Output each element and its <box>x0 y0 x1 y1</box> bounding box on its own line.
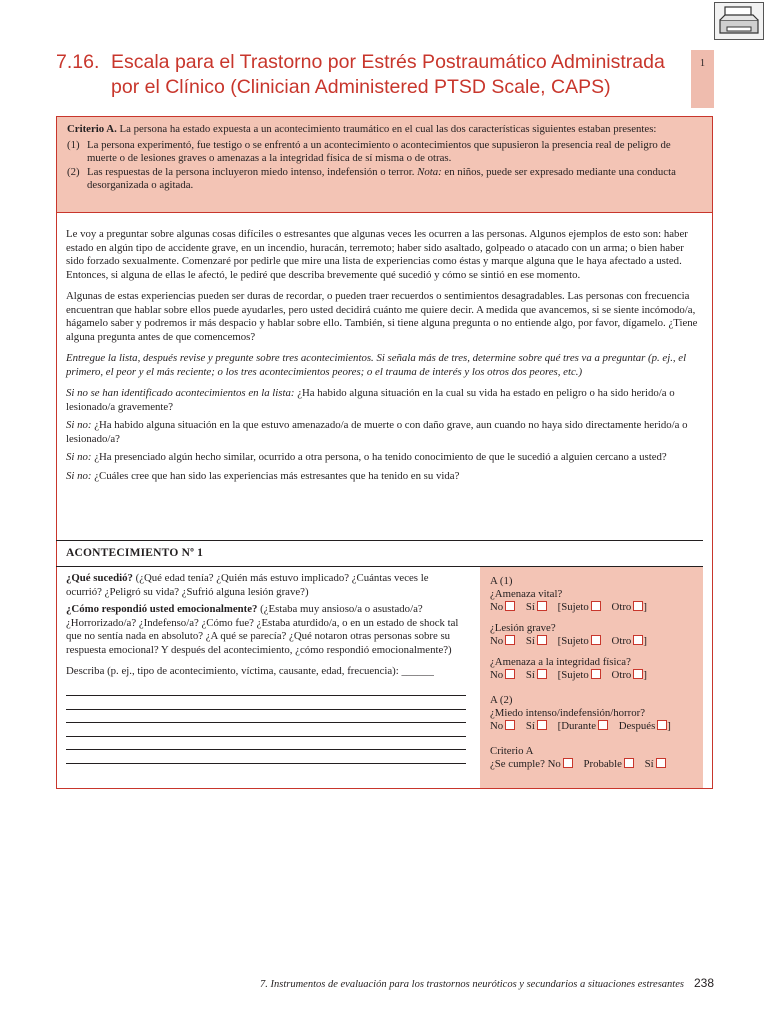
criterion-a-result: Criterio A ¿Se cumple? No Probable Sí <box>490 745 693 771</box>
integridad-options: No Sí [Sujeto Otro ] <box>490 669 647 681</box>
no-checkbox[interactable] <box>563 758 573 768</box>
footer-text: 7. Instrumentos de evaluación para los trastornos neuróticos y secundarios a situaciones estresantes <box>260 979 684 990</box>
scoring-panel <box>480 567 703 788</box>
sujeto-checkbox[interactable] <box>591 601 601 611</box>
criterion-a-item: (2) Las respuestas de la persona incluyeron miedo intenso, indefensión o terror. Nota: en niños, puede ser expresado mediante una conducta desorganizada o agitada. <box>67 165 676 191</box>
probe-question: Si no se han identificado acontecimientos en la lista: ¿Ha habido alguna situación en la cual su vida ha estado en peligro o ha sido herido/a o lesionado/a gravemente? <box>66 387 675 413</box>
si-checkbox[interactable] <box>537 635 547 645</box>
sujeto-checkbox[interactable] <box>591 635 601 645</box>
miedo-options: No Sí [Durante Después ] <box>490 720 671 732</box>
probe-question: Si no: ¿Ha habido alguna situación en la que estuvo amenazado/a de muerte o con daño grave, aun cuando no haya sido directamente herido/a o lesionado/a? <box>66 419 688 445</box>
probe-question: Si no: ¿Ha presenciado algún hecho similar, ocurrido a otra persona, o ha tenido conocimiento de que le sucedió a alguien cercano a usted? <box>66 451 667 463</box>
si-checkbox[interactable] <box>537 669 547 679</box>
si-checkbox[interactable] <box>537 601 547 611</box>
section-title: Escala para el Trastorno por Estrés Postraumático Administrada por el Clínico (Clinician Administered PTSD Scale, CAPS) <box>111 51 665 98</box>
no-checkbox[interactable] <box>505 720 515 730</box>
despues-checkbox[interactable] <box>657 720 667 730</box>
otro-checkbox[interactable] <box>633 601 643 611</box>
side-tab: 1 <box>691 50 714 108</box>
write-line[interactable] <box>66 696 466 710</box>
write-line[interactable] <box>66 723 466 737</box>
probable-checkbox[interactable] <box>624 758 634 768</box>
si-checkbox[interactable] <box>537 720 547 730</box>
intro-paragraph: Le voy a preguntar sobre algunas cosas difíciles o estresantes que algunas veces les ocurren a las personas. Algunos ejemplos de esto son: haber estado en algún tipo de accidente grave, en un incendio, huracán, terremoto; haber sido asaltado, golpeado o atacado con un arma; o bien haber sido forzado sexualmente. Comenzaré por pedirle que mire una lista de experiencias como éstas y marque alguna que le haya afectado a usted. Entonces, si alguna de ellas le afectó, le pediré que describa brevemente qué sucedió y cómo se sintió en ese momento. <box>66 228 688 281</box>
event-heading: ACONTECIMIENTO Nº 1 <box>66 547 204 559</box>
criterion-a-intro: Criterio A. La persona ha estado expuesta a un acontecimiento traumático en el cual las dos características siguientes estaban presentes: <box>67 123 657 135</box>
a1-group: A (1) ¿Amenaza vital? No Sí [Sujeto Otro ] ¿Lesión grave? No Sí [Sujeto Otro ] ¿Amenaza a la integridad física? No Sí [Sujeto Otro ] <box>490 575 693 682</box>
criterion-a-list <box>67 139 702 193</box>
no-checkbox[interactable] <box>505 669 515 679</box>
section-divider <box>56 540 703 541</box>
probe-question: Si no: ¿Cuáles cree que han sido las experiencias más estresantes que ha tenido en su vida? <box>66 469 460 482</box>
page-footer <box>214 976 714 990</box>
description-lines[interactable] <box>66 683 466 765</box>
otro-checkbox[interactable] <box>633 635 643 645</box>
si-checkbox[interactable] <box>656 758 666 768</box>
criterion-a-item: (1) La persona experimentó, fue testigo o se enfrentó a un acontecimiento o acontecimientos que supusieron la presencia real de peligro de muerte o de lesiones graves o amenazas a la integridad física de sí misma o de otras. <box>67 138 671 164</box>
printer-icon[interactable] <box>714 2 764 40</box>
interviewer-instruction: Entregue la lista, después revise y pregunte sobre tres acontecimientos. Si señala más de tres, determine sobre qué tres va a preguntar (p. ej., el primero, el peor y el más reciente; o los tres acontecimientos peores; o el trauma de interés y los otros dos peores, etc.) <box>66 352 687 378</box>
write-line[interactable] <box>66 750 466 764</box>
what-happened-question: ¿Qué sucedió? (¿Qué edad tenía? ¿Quién más estuvo implicado? ¿Cuántas veces le ocurrió? ¿Peligró su vida? ¿Sufrió alguna lesión grave?) <box>66 572 429 598</box>
criterion-a-label: Criterio A. <box>67 123 117 135</box>
write-line[interactable] <box>66 710 466 724</box>
vital-options: No Sí [Sujeto Otro ] <box>490 601 647 613</box>
write-line[interactable] <box>66 737 466 751</box>
intro-paragraph: Algunas de estas experiencias pueden ser duras de recordar, o pueden traer recuerdos o sentimientos desagradables. Las personas con frecuencia encuentran que hablar sobre ellos puede ayudarles, pero usted decidirá cuánto me quiere decir. A medida que avancemos, si se siente incómodo/a, hágamelo saber y podremos ir más despacio y hablar sobre ello. También, si tiene alguna pregunta o no entiende algo, por favor, dígamelo. ¿Tiene alguna pregunta antes de que comencemos? <box>66 290 698 343</box>
write-line[interactable] <box>66 683 466 697</box>
a2-group: A (2) ¿Miedo intenso/indefensión/horror? No Sí [Durante Después ] <box>490 694 693 733</box>
page-number: 238 <box>693 976 714 990</box>
cumple-options: ¿Se cumple? No Probable Sí <box>490 758 693 771</box>
criterion-a-box <box>56 116 713 213</box>
otro-checkbox[interactable] <box>633 669 643 679</box>
page-title <box>56 50 692 100</box>
describe-prompt: Describa (p. ej., tipo de acontecimiento, víctima, causante, edad, frecuencia): ______ <box>66 665 434 677</box>
interviewer-intro <box>66 228 702 488</box>
section-number: 7.16. <box>56 51 100 73</box>
lesion-options: No Sí [Sujeto Otro ] <box>490 635 647 647</box>
event-questions <box>66 572 466 764</box>
sujeto-checkbox[interactable] <box>591 669 601 679</box>
no-checkbox[interactable] <box>505 601 515 611</box>
emotional-response-question: ¿Cómo respondió usted emocionalmente? (¿Estaba muy ansioso/a o asustado/a? ¿Horrorizado/a? ¿Indefenso/a? ¿Cómo fue? ¿Estaba aturdido/a, o en un estado de shock tal que no sentía nada en absoluto? ¿A qué se parecía? ¿Qué notaron otras personas sobre su respuesta emocional? Y después del acontecimiento, ¿cómo respondió emocionalmente?) <box>66 603 459 656</box>
note-label: Nota: <box>417 165 442 178</box>
durante-checkbox[interactable] <box>598 720 608 730</box>
no-checkbox[interactable] <box>505 635 515 645</box>
